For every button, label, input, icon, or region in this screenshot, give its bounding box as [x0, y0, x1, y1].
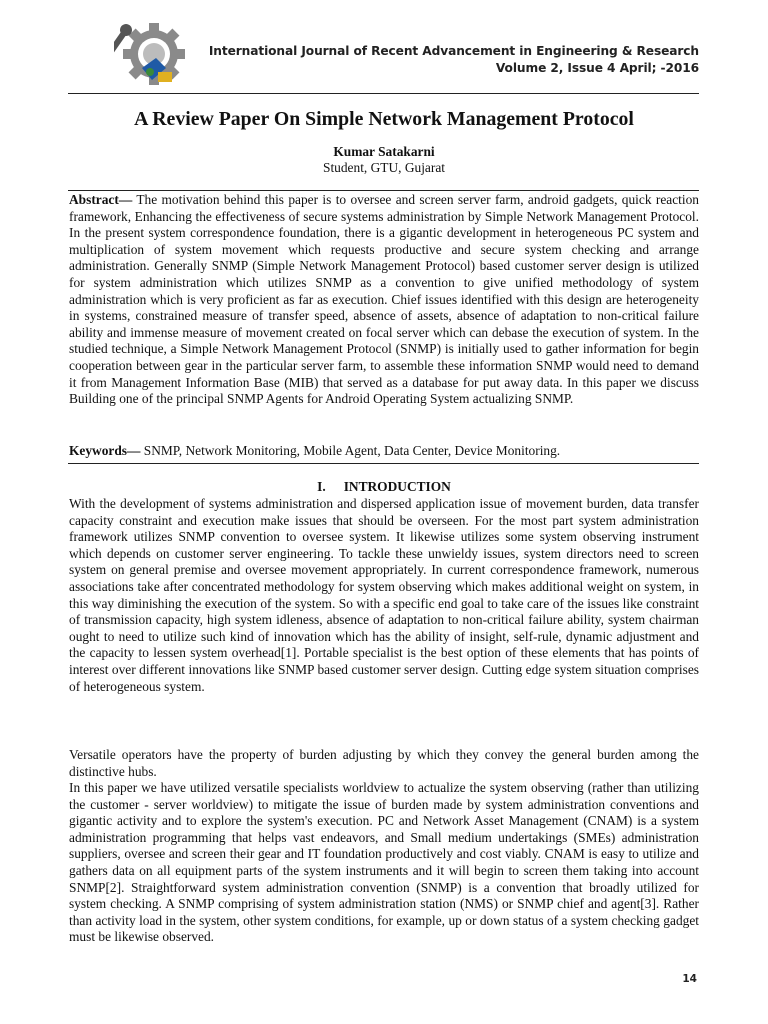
- keywords-text: SNMP, Network Monitoring, Mobile Agent, Data Center, Device Monitoring.: [140, 443, 561, 458]
- page-number: 14: [682, 973, 697, 985]
- section-heading: [0, 479, 768, 495]
- gear-logo-icon: [114, 22, 190, 86]
- paper-title: A Review Paper On Simple Network Management Protocol: [134, 108, 634, 130]
- abstract-text: The motivation behind this paper is to oversee and screen server farm, android gadgets, quick reaction framework, Enhancing the effectiveness of secure systems administration by Simple Network Management Protocol. In the present system correspondence foundation, there is a gigantic development in heterogeneous PC system and multiplication of system movement which requests productive and secure system checking and arrange administration. Generally SNMP (Simple Network Management Protocol) based customer server design is utilized for system administration which utilizes SNMP as a convention to give unified methodology of system administration which is very proficient as far as execution. Chief issues identified with this design are heterogeneity in systems, constrained measure of transfer speed, absence of assets, absence of adaptation to non-critical failure ability and immense measure of movement created on focal server which can debase the execution of system. In the studied technique, a Simple Network Management Protocol (SNMP) is initially used to gather information for begin cooperation between gear in the particular server farm, to assemble these information SNMP would need to demand it from Management Information Base (MIB) that served as a database for put away data. In this paper we discuss Building one of the principal SNMP Agents for Android Operating System actualizing SNMP.: [69, 192, 699, 407]
- header-rule: [68, 93, 699, 94]
- abstract-top-rule: [68, 190, 699, 191]
- journal-logo: [114, 22, 190, 86]
- author-name: Kumar Satakarni: [333, 144, 435, 159]
- keywords-label: Keywords—: [69, 443, 141, 458]
- section-number: I.: [317, 479, 326, 494]
- intro-paragraph-1: With the development of systems administration and dispersed application issue of movement burden, data transfer capacity constraint and execution make issues that should be overseen. For the most part system administration framework utilizes SNMP convention to oversee system. It likewise utilizes some system observing instrument which depends on customer server engineering. To tackle these unwieldy issues, system directors need to screen system on general premise and oversee movement appropriately. In current correspondence framework, numerous associations take after concentrated methodology for system observing which makes additional weight on system, in this way diminishing the execution of the system. So with a specific end goal to take care of the issues like constraint of transmission capacity, high system idleness, absence of adaptation to non-critical failure ability, system chairman ought to need to utilize such kind of innovation which has the ability of insight, self-rule, dynamic adjustment and the capacity to lessen system overhead[1]. Portable specialist is the best option of these elements that has points of interest over different innovations like SNMP based customer server design. Cutting edge system situation comprises of heterogeneous system.: [69, 496, 699, 694]
- journal-issue: Volume 2, Issue 4 April; -2016: [495, 61, 699, 75]
- intro-paragraph-3: In this paper we have utilized versatile specialists worldview to actualize the system observing (rather than utilizing the customer - server worldview) to mitigate the issue of burden made by system administration conventions and gigantic activity and to explore the system's execution. PC and Network Asset Management (CNAM) is a system administration programming that helps vast endeavors, and Small medium undertakings (SMEs) administration suppliers, oversee and screen their gear and IT foundation productively and cost viably. CNAM is easy to utilize and gathers data on all equipment parts of the system instruments and it will begin to screen them taking into account SNMP[2]. Straightforward system administration convention (SNMP) is a convention that broadly utilized for system checking. A SNMP comprising of system administration station (NMS) or SNMP chief and agent[3]. Rather than activity load in the system, other system conditions, for example, up or down status of a system checking gadget must be likewise observed.: [69, 780, 699, 945]
- section-title: INTRODUCTION: [343, 479, 451, 494]
- keywords: [69, 443, 699, 460]
- abstract: [69, 192, 699, 408]
- abstract-bottom-rule: [68, 463, 699, 464]
- journal-name: International Journal of Recent Advancement in Engineering & Research: [208, 44, 699, 58]
- abstract-label: Abstract—: [69, 192, 133, 207]
- journal-header: [209, 43, 699, 77]
- intro-paragraph-2: Versatile operators have the property of burden adjusting by which they convey the general burden among the distinctive hubs.: [69, 747, 699, 779]
- author-affiliation: Student, GTU, Gujarat: [323, 160, 445, 175]
